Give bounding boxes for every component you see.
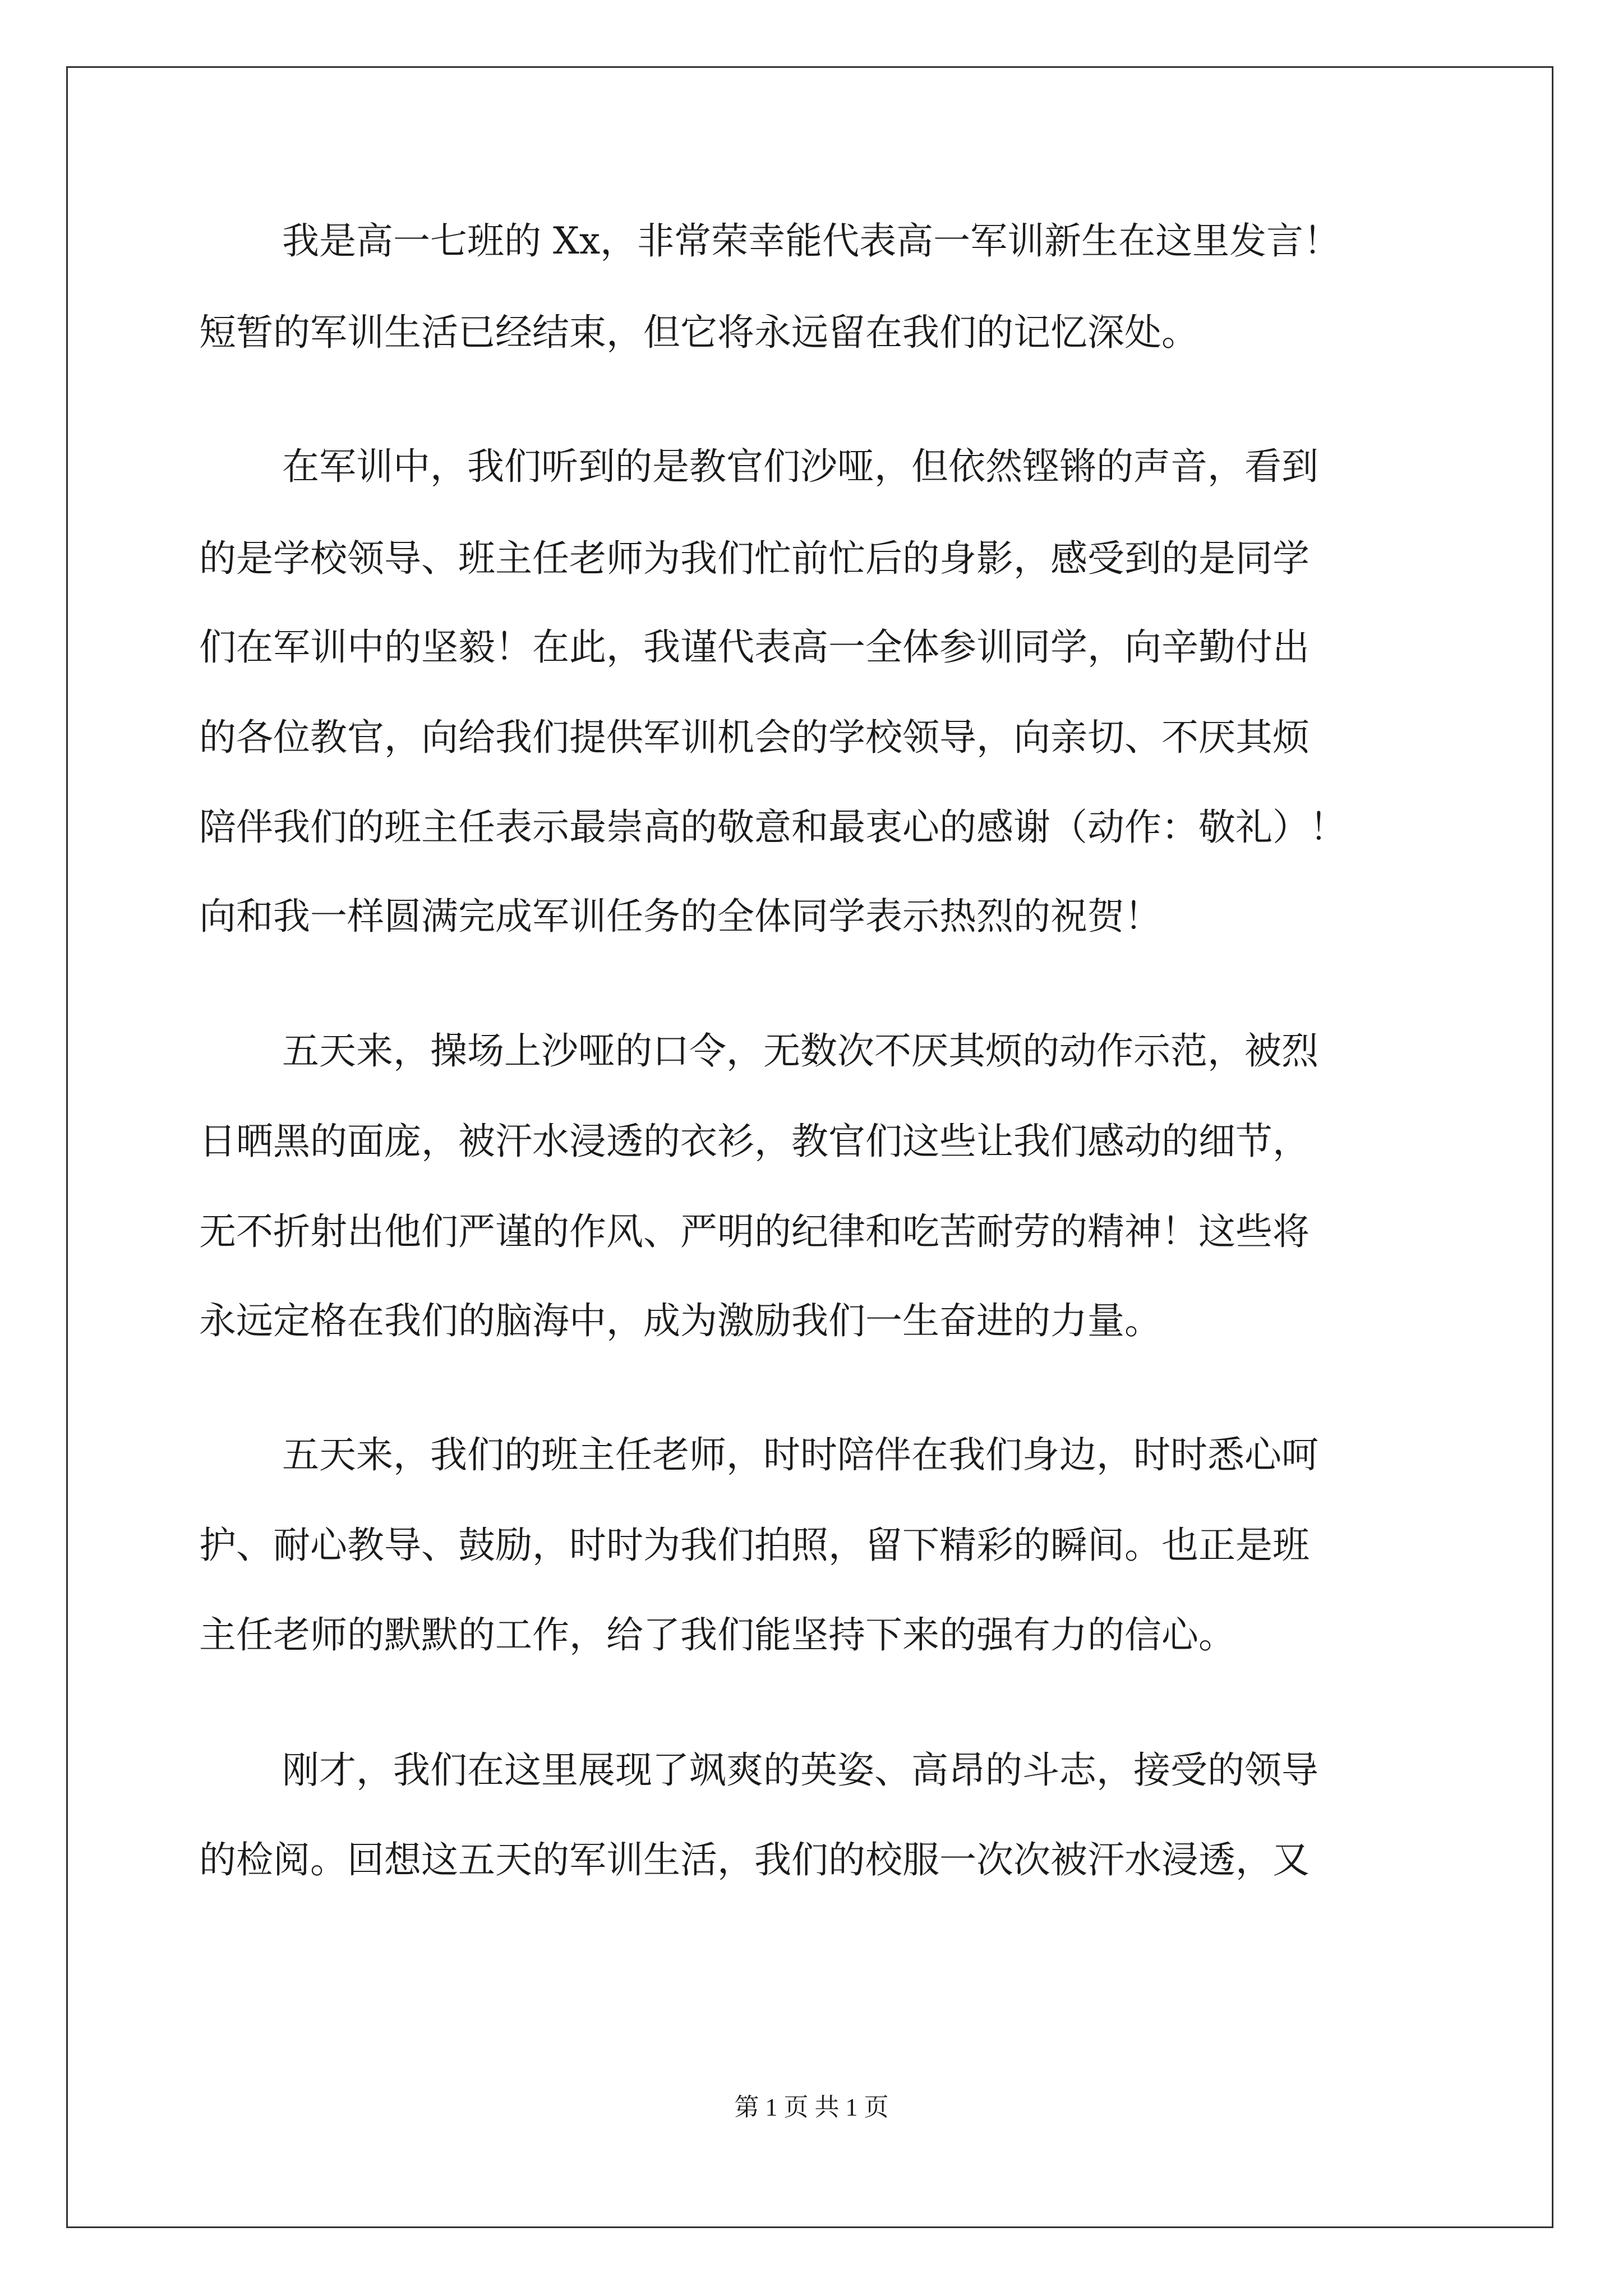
paragraph-3-line-4: 永远定格在我们的脑海中，成为激励我们一生奋进的力量。 bbox=[199, 1299, 1161, 1342]
paragraph-3-line-2: 日晒黑的面庞，被汗水浸透的衣衫，教官们这些让我们感动的细节， bbox=[199, 1120, 1310, 1163]
paragraph-4-line-2: 护、耐心教导、鼓励，时时为我们拍照，留下精彩的瞬间。也正是班 bbox=[199, 1524, 1310, 1567]
paragraph-5-line-2: 的检阅。回想这五天的军训生活，我们的校服一次次被汗水浸透，又 bbox=[199, 1838, 1310, 1881]
paragraph-3-line-1: 五天来，操场上沙哑的口令，无数次不厌其烦的动作示范，被烈 bbox=[282, 1029, 1318, 1073]
paragraph-2-line-6: 向和我一样圆满完成军训任务的全体同学表示热烈的祝贺！ bbox=[199, 895, 1161, 938]
paragraph-3-line-3: 无不折射出他们严谨的作风、严明的纪律和吃苦耐劳的精神！这些将 bbox=[199, 1210, 1310, 1253]
paragraph-5-line-1: 刚才，我们在这里展现了飒爽的英姿、高昂的斗志，接受的领导 bbox=[282, 1749, 1318, 1792]
paragraph-1-line-2: 短暂的军训生活已经结束，但它将永远留在我们的记忆深处。 bbox=[199, 311, 1198, 354]
page-number-footer: 第 1 页 共 1 页 bbox=[734, 2093, 889, 2121]
paragraph-2-line-5: 陪伴我们的班主任表示最崇高的敬意和最衷心的感谢（动作：敬礼）！ bbox=[199, 806, 1347, 849]
paragraph-2-line-4: 的各位教官，向给我们提供军训机会的学校领导，向亲切、不厌其烦 bbox=[199, 716, 1310, 759]
paragraph-2-line-2: 的是学校领导、班主任老师为我们忙前忙后的身影，感受到的是同学 bbox=[199, 537, 1310, 580]
paragraph-2-line-3: 们在军训中的坚毅！在此，我谨代表高一全体参训同学，向辛勤付出 bbox=[199, 625, 1310, 669]
paragraph-1-line-1: 我是高一七班的 Xx，非常荣幸能代表高一军训新生在这里发言！ bbox=[282, 219, 1341, 263]
paragraph-2-line-1: 在军训中，我们听到的是教官们沙哑，但依然铿锵的声音，看到 bbox=[282, 445, 1318, 488]
paragraph-4-line-1: 五天来，我们的班主任老师，时时陪伴在我们身边，时时悉心呵 bbox=[282, 1433, 1318, 1476]
paragraph-4-line-3: 主任老师的默默的工作，给了我们能坚持下来的强有力的信心。 bbox=[199, 1613, 1235, 1657]
